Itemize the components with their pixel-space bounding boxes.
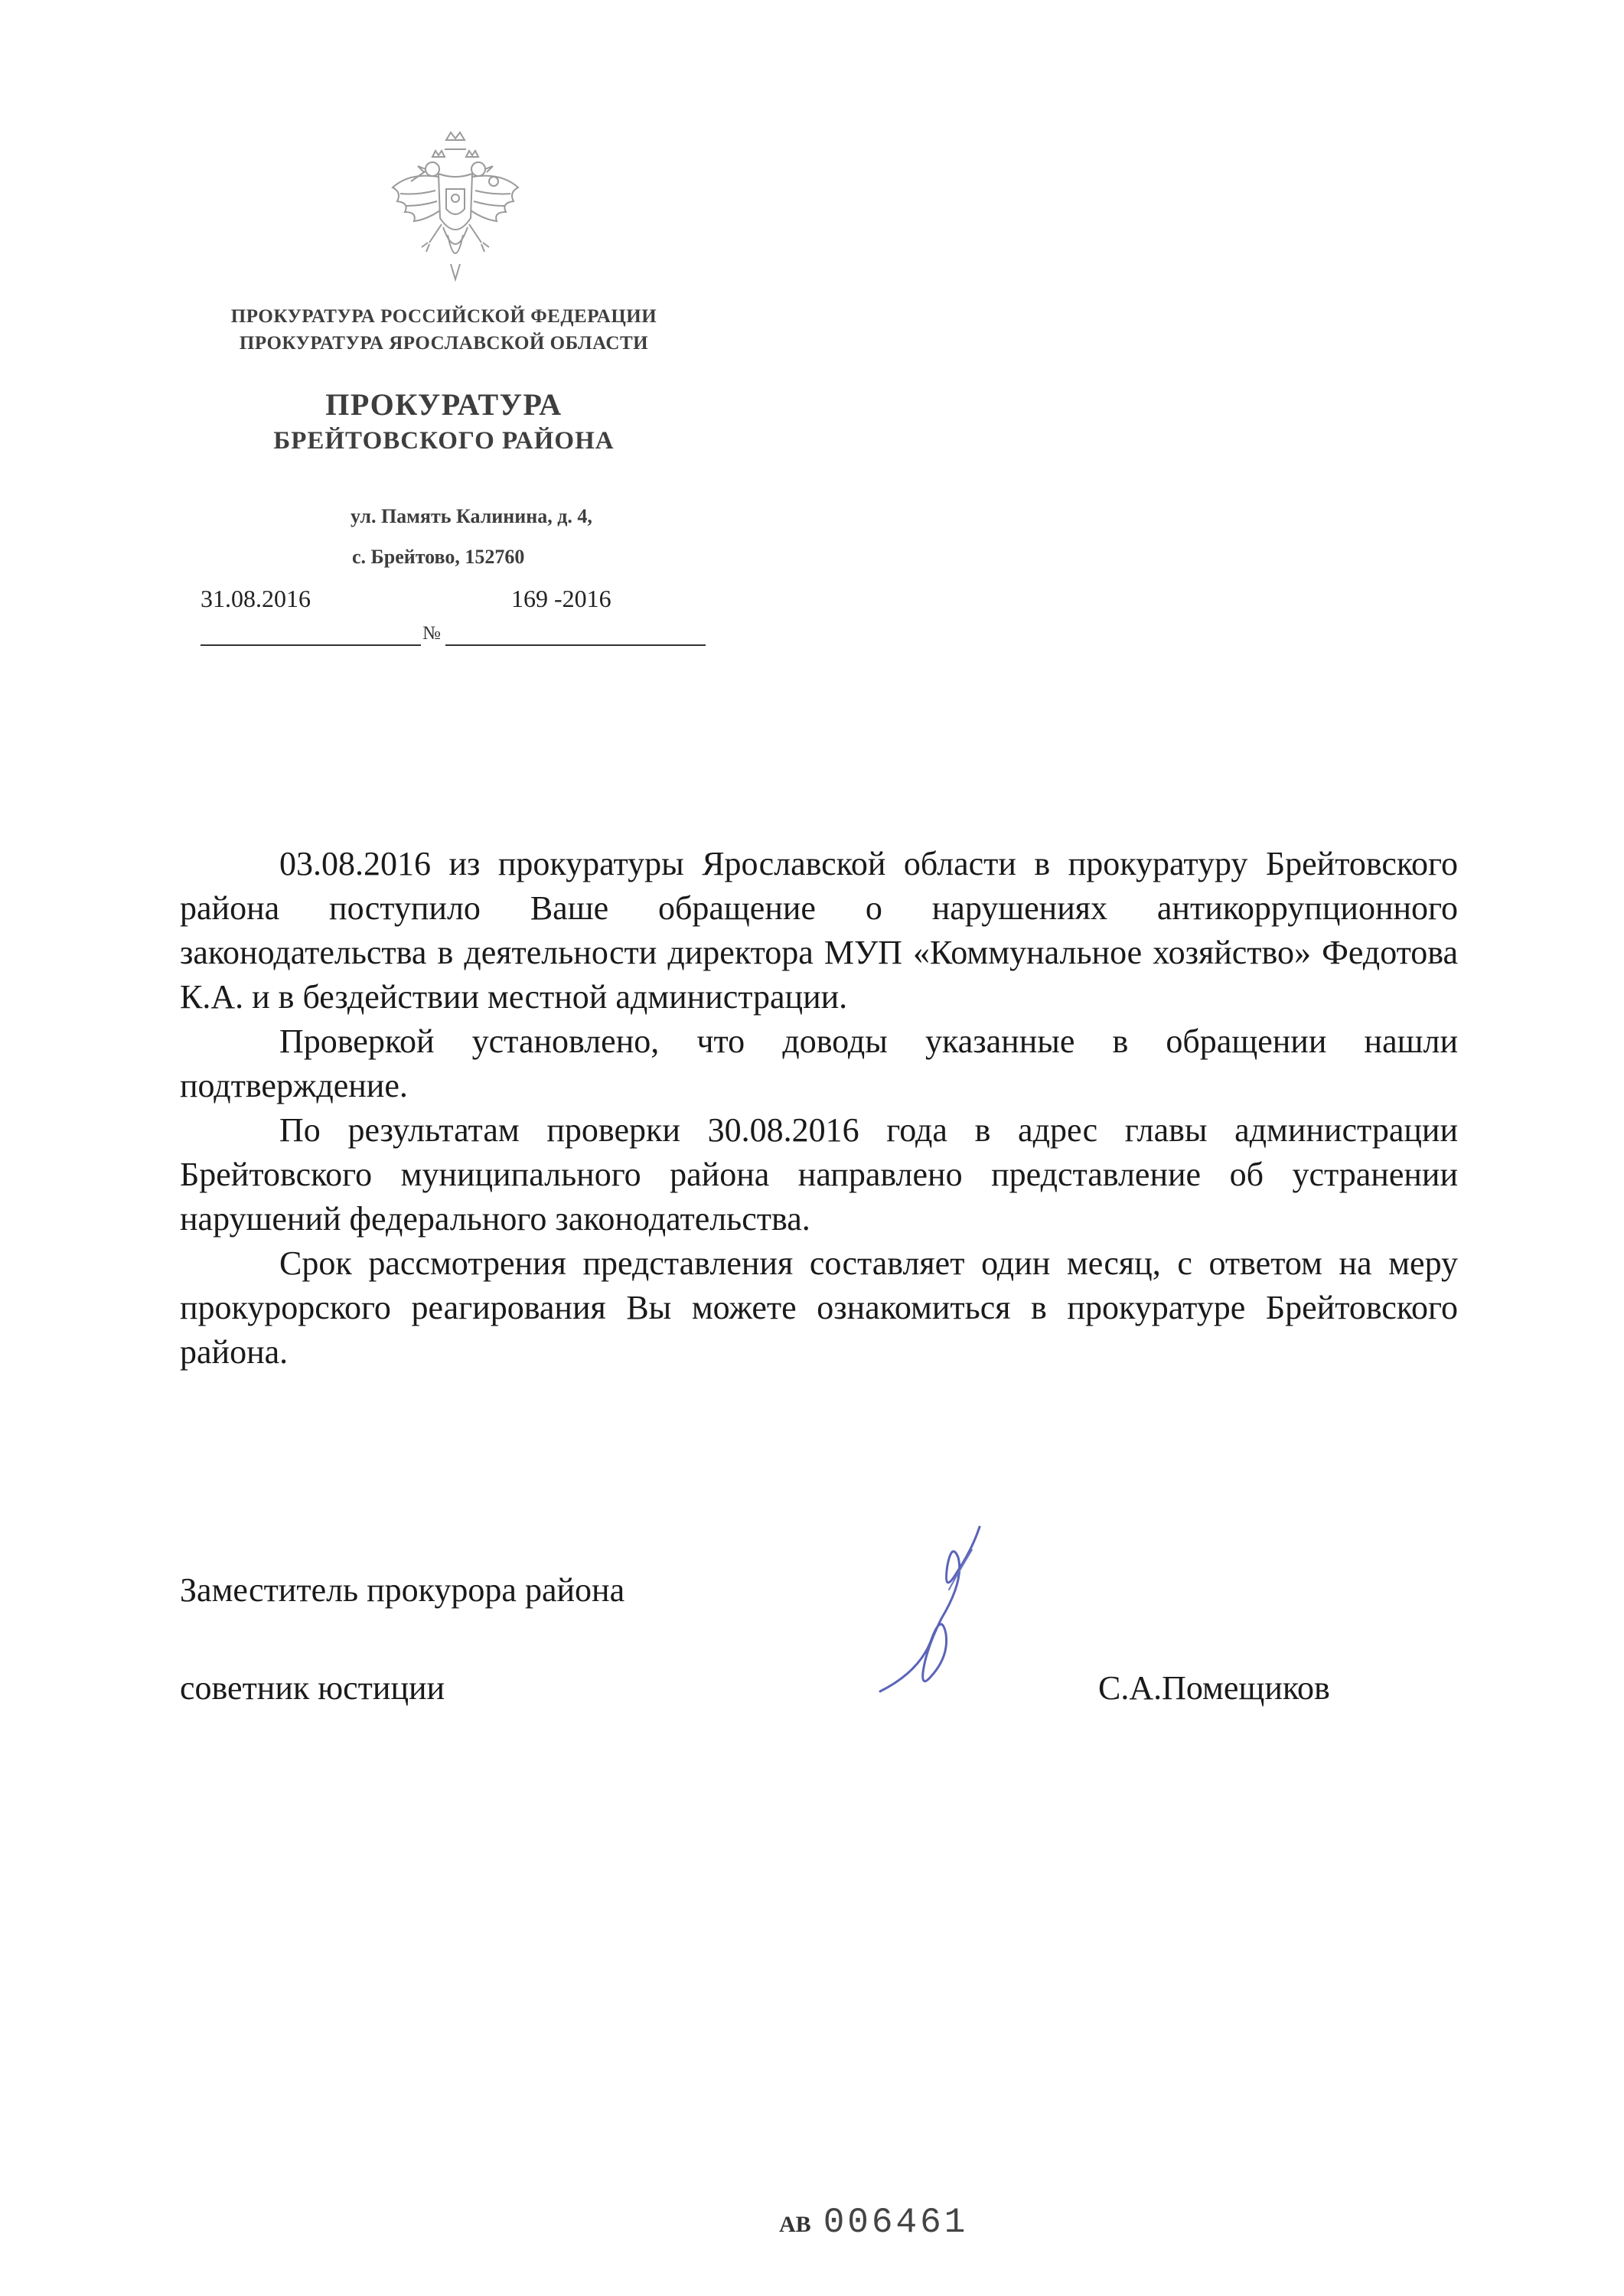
body-paragraph-4: Срок рассмотрения представления составляет один месяц, с ответом на меру прокурорского реагирования Вы можете ознакомиться в прокуратуре Брейтовского района. [180,1244,1458,1371]
registration-date: 31.08.2016 [201,585,311,612]
signer-rank: советник юстиции [180,1669,445,1707]
handwritten-signature-icon [857,1519,1026,1711]
address-street: ул. Память Калинина, д. 4, [351,505,592,527]
registration-number: 169 -2016 [511,585,611,612]
signer-position: Заместитель прокурора района [180,1571,625,1609]
number-underline [445,644,706,646]
date-underline [201,644,421,646]
body-paragraph-3: По результатам проверки 30.08.2016 года в адрес главы администрации Брейтовского муниципального района направлено представление об устранении нарушений федерального законодательства. [180,1111,1458,1238]
address-village: с. Брейтово, 152760 [352,546,525,568]
letter-body [180,842,1458,1375]
header-region-line: ПРОКУРАТУРА ЯРОСЛАВСКОЙ ОБЛАСТИ [239,333,649,354]
header-federation-line: ПРОКУРАТУРА РОССИЙСКОЙ ФЕДЕРАЦИИ [230,306,657,327]
office-subtitle: БРЕЙТОВСКОГО РАЙОНА [273,427,615,455]
signer-name: С.А.Помещиков [1098,1669,1330,1707]
form-serial-number [779,2203,968,2242]
serial-prefix: АВ [779,2212,811,2237]
body-paragraph-1: 03.08.2016 из прокуратуры Ярославской области в прокуратуру Брейтовского района поступило Ваше обращение о нарушениях антикоррупционного законодательства в деятельности директора МУП «Коммунальное хозяйство» Федотова К.А. и в бездействии местной администрации. [180,845,1458,1016]
office-title: ПРОКУРАТУРА [325,387,563,422]
body-paragraph-2: Проверкой установлено, что доводы указанные в обращении нашли подтверждение. [180,1022,1458,1104]
serial-number: 006461 [823,2203,969,2242]
coat-of-arms-icon [379,126,532,287]
number-sign: № [422,623,441,644]
